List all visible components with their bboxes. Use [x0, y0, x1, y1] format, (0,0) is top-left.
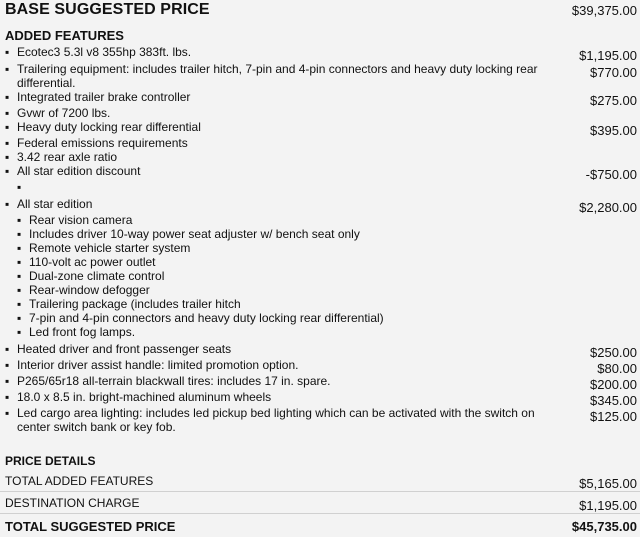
total-suggested-price-label: TOTAL SUGGESTED PRICE — [5, 519, 176, 534]
feature-price: $275.00 — [590, 93, 637, 108]
feature-price: -$750.00 — [585, 167, 637, 182]
feature-item: ▪ P265/65r18 all-terrain blackwall tires: includes 17 in. spare. — [5, 374, 331, 388]
feature-price: $250.00 — [590, 345, 637, 360]
feature-price: $770.00 — [590, 65, 637, 80]
sub-feature-item: ▪ Trailering package (includes trailer hitch — [17, 297, 241, 311]
feature-item: ▪ Interior driver assist handle: limited promotion option. — [5, 358, 299, 372]
feature-item: ▪ Federal emissions requirements — [5, 136, 188, 150]
sub-feature-item: ▪ Led front fog lamps. — [17, 325, 136, 339]
feature-price: $345.00 — [590, 393, 637, 408]
feature-item: ▪ Integrated trailer brake controller — [5, 90, 191, 104]
feature-item-continued: differential. — [17, 76, 76, 90]
feature-price: $2,280.00 — [579, 200, 637, 215]
feature-price: $80.00 — [597, 361, 637, 376]
sub-feature-item: ▪ Dual-zone climate control — [17, 269, 165, 283]
price-details-title: PRICE DETAILS — [5, 454, 96, 468]
feature-price: $200.00 — [590, 377, 637, 392]
feature-item: ▪ All star edition discount — [5, 164, 141, 178]
destination-charge-label: DESTINATION CHARGE — [5, 496, 140, 510]
base-price-title: BASE SUGGESTED PRICE — [5, 1, 210, 18]
feature-item: ▪ All star edition — [5, 197, 93, 211]
sub-feature-item: ▪ 110-volt ac power outlet — [17, 255, 156, 269]
added-features-title: ADDED FEATURES — [5, 28, 124, 43]
feature-item: ▪ Gvwr of 7200 lbs. — [5, 106, 111, 120]
feature-price: $125.00 — [590, 409, 637, 424]
feature-item: ▪ 3.42 rear axle ratio — [5, 150, 118, 164]
feature-price: $395.00 — [590, 123, 637, 138]
sub-feature-item: ▪ Includes driver 10-way power seat adjuster w/ bench seat only — [17, 227, 360, 241]
base-price-value: $39,375.00 — [571, 3, 637, 18]
feature-item: ▪ Ecotec3 5.3l v8 355hp 383ft. lbs. — [5, 45, 192, 59]
feature-item: ▪ Trailering equipment: includes trailer hitch, 7-pin and 4-pin connectors and heavy duty locking rear — [5, 62, 538, 76]
sub-feature-item: ▪ Rear vision camera — [17, 213, 133, 227]
destination-charge-value: $1,195.00 — [579, 498, 637, 513]
sub-feature-item: ▪ Rear-window defogger — [17, 283, 150, 297]
feature-item: ▪ Heavy duty locking rear differential — [5, 120, 201, 134]
feature-item-continued: center switch bank or key fob. — [17, 420, 176, 434]
sub-feature-item: ▪ 7-pin and 4-pin connectors and heavy duty locking rear differential) — [17, 311, 384, 325]
divider — [0, 513, 640, 514]
sub-feature-item: ▪ Remote vehicle starter system — [17, 241, 191, 255]
total-added-features-value: $5,165.00 — [579, 476, 637, 491]
feature-item: ▪ Led cargo area lighting: includes led pickup bed lighting which can be activated with the switch on — [5, 406, 535, 420]
divider — [0, 491, 640, 492]
feature-item: ▪ 18.0 x 8.5 in. bright-machined aluminum wheels — [5, 390, 272, 404]
empty-sub-bullet: ▪ — [17, 180, 22, 194]
total-suggested-price-value: $45,735.00 — [571, 519, 637, 534]
total-added-features-label: TOTAL ADDED FEATURES — [5, 474, 154, 488]
feature-item: ▪ Heated driver and front passenger seats — [5, 342, 232, 356]
feature-price: $1,195.00 — [579, 48, 637, 63]
